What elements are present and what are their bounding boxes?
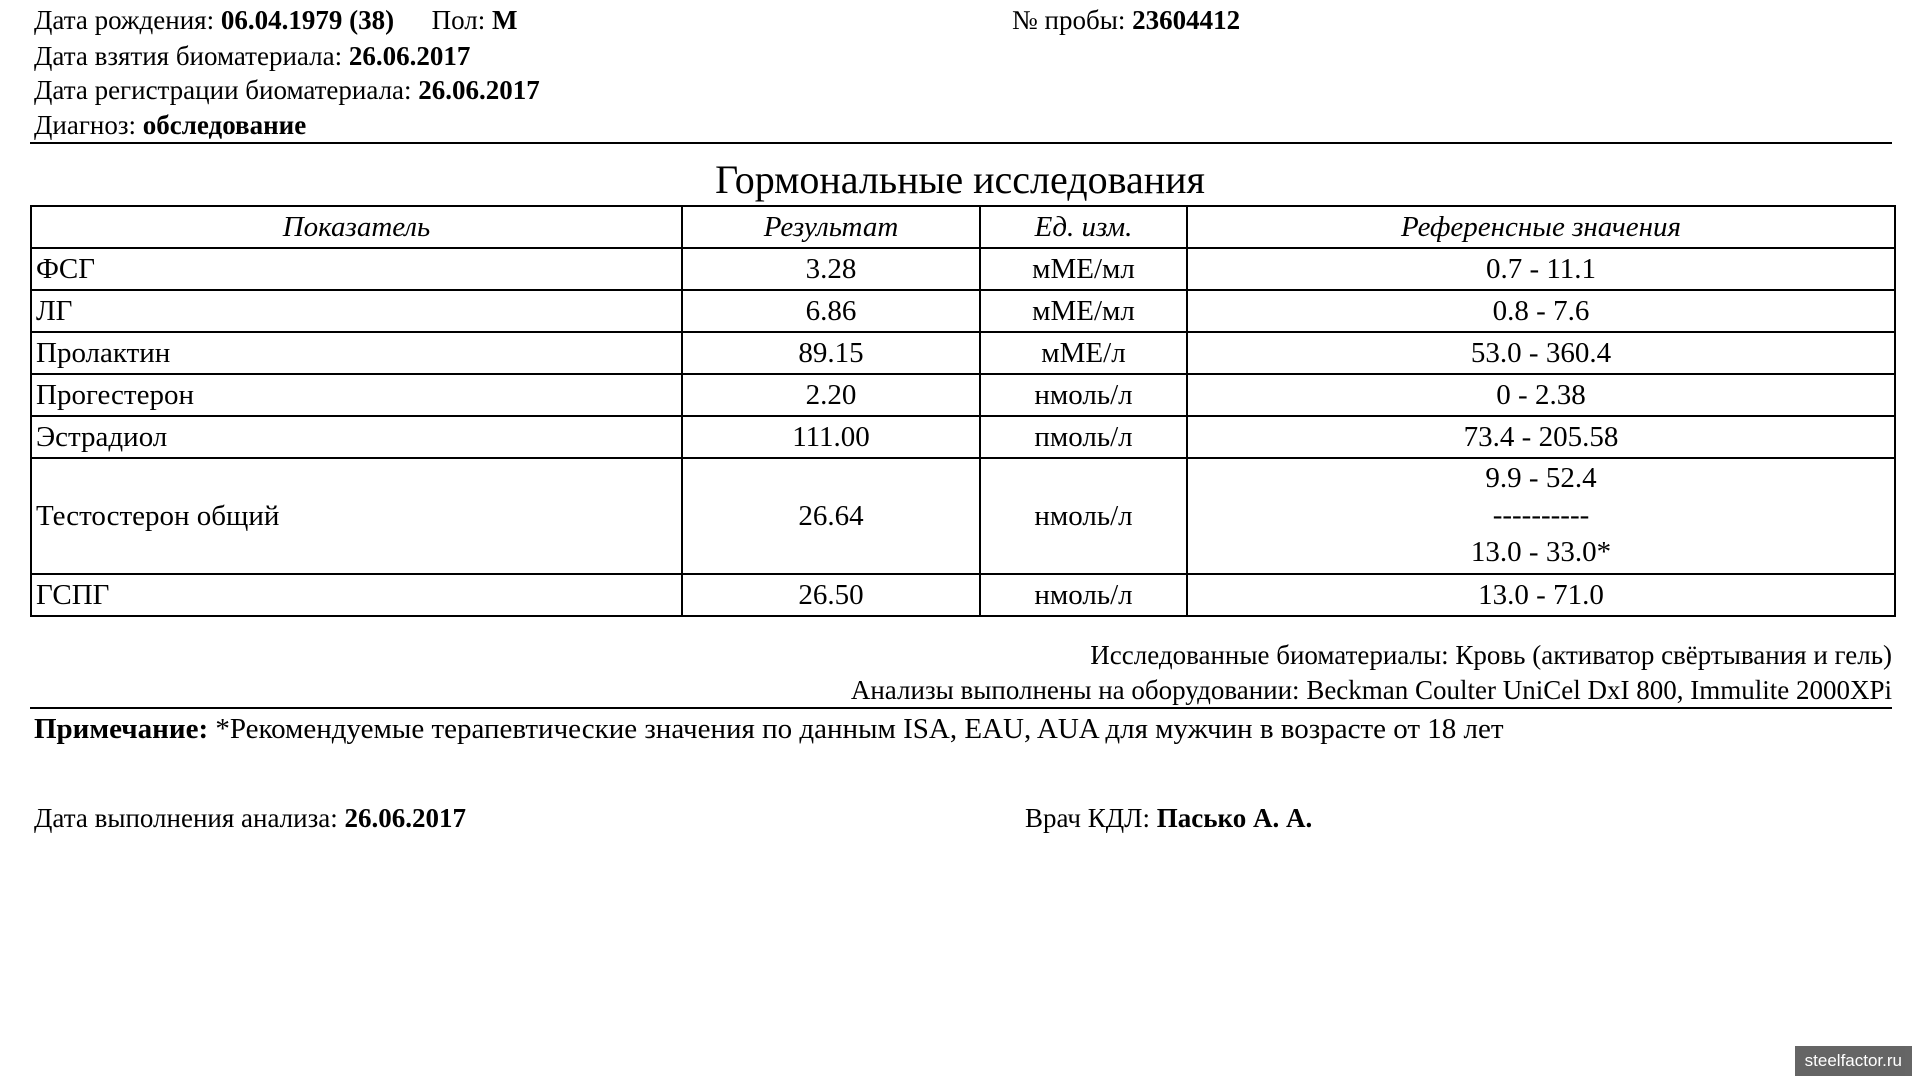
reference-value: 73.4 - 205.58 [1187,416,1895,458]
parameter-name: ФСГ [31,248,682,290]
table-row [31,458,1895,574]
unit-value: нмоль/л [980,374,1187,416]
birth-date-line [34,4,517,36]
remark-line [34,712,1504,746]
remark-text: *Рекомендуемые терапевтические значения по данным ISA, EAU, AUA для мужчин в возрасте от 18 лет [215,713,1504,745]
parameter-name: Пролактин [31,332,682,374]
sample-number-line [1012,4,1240,36]
biomaterials-note: Исследованные биоматериалы: Кровь (активатор свёртывания и гель) [1090,640,1892,670]
reference-value: 0 - 2.38 [1187,374,1895,416]
unit-value: мМЕ/мл [980,248,1187,290]
taken-date-line [34,40,470,72]
analysis-date-label: Дата выполнения анализа: [34,803,338,833]
doctor-label: Врач КДЛ: [1025,803,1150,833]
result-value: 26.50 [682,574,980,616]
parameter-name: ГСПГ [31,574,682,616]
registered-date-label: Дата регистрации биоматериала: [34,75,412,105]
registered-date-value: 26.06.2017 [418,75,540,105]
parameter-name: ЛГ [31,290,682,332]
col-header-reference: Референсные значения [1187,206,1895,248]
unit-value: мМЕ/мл [980,290,1187,332]
unit-value: нмоль/л [980,574,1187,616]
registered-date-line [34,74,540,106]
col-header-parameter: Показатель [31,206,682,248]
table-row [31,374,1895,416]
parameter-name: Эстрадиол [31,416,682,458]
reference-value: 0.8 - 7.6 [1187,290,1895,332]
results-table [30,205,1896,617]
reference-value: 53.0 - 360.4 [1187,332,1895,374]
reference-line: 9.9 - 52.4 [1485,461,1597,494]
reference-separator: ---------- [1492,498,1590,531]
equipment-note: Анализы выполнены на оборудовании: Beckman Coulter UniCel DxI 800, Immulite 2000XPi [850,675,1892,705]
taken-date-label: Дата взятия биоматериала: [34,41,343,71]
result-value: 111.00 [682,416,980,458]
result-value: 89.15 [682,332,980,374]
sample-number-value: 23604412 [1132,5,1241,35]
table-row [31,332,1895,374]
sample-number-label: № пробы: [1012,5,1126,35]
result-value: 2.20 [682,374,980,416]
analysis-date-value: 26.06.2017 [344,803,466,833]
diagnosis-label: Диагноз: [34,110,137,140]
birth-date-value: 06.04.1979 (38) [220,5,395,35]
parameter-name: Тестостерон общий [31,458,682,574]
table-row [31,574,1895,616]
result-value: 3.28 [682,248,980,290]
reference-line: 13.0 - 33.0* [1470,535,1612,568]
birth-date-label: Дата рождения: [34,5,215,35]
unit-value: мМЕ/л [980,332,1187,374]
header-divider [30,142,1892,144]
unit-value: нмоль/л [980,458,1187,574]
section-title: Гормональные исследования [715,157,1205,202]
table-header-row [31,206,1895,248]
unit-value: пмоль/л [980,416,1187,458]
diagnosis-value: обследование [142,110,307,140]
col-header-result: Результат [682,206,980,248]
parameter-name: Прогестерон [31,374,682,416]
result-value: 6.86 [682,290,980,332]
sex-value: М [491,5,518,35]
reference-value-multi [1187,458,1895,574]
result-value: 26.64 [682,458,980,574]
remark-label: Примечание: [34,713,209,745]
analysis-date-line [34,802,466,834]
sex-label: Пол: [431,5,486,35]
table-row [31,248,1895,290]
notes-divider [30,707,1892,709]
table-row [31,416,1895,458]
diagnosis-line [34,109,306,141]
doctor-name: Пасько А. А. [1156,803,1313,833]
col-header-unit: Ед. изм. [980,206,1187,248]
taken-date-value: 26.06.2017 [348,41,471,71]
doctor-line [1025,802,1312,834]
reference-value: 13.0 - 71.0 [1187,574,1895,616]
table-row [31,290,1895,332]
watermark: steelfactor.ru [1795,1046,1912,1076]
reference-value: 0.7 - 11.1 [1187,248,1895,290]
